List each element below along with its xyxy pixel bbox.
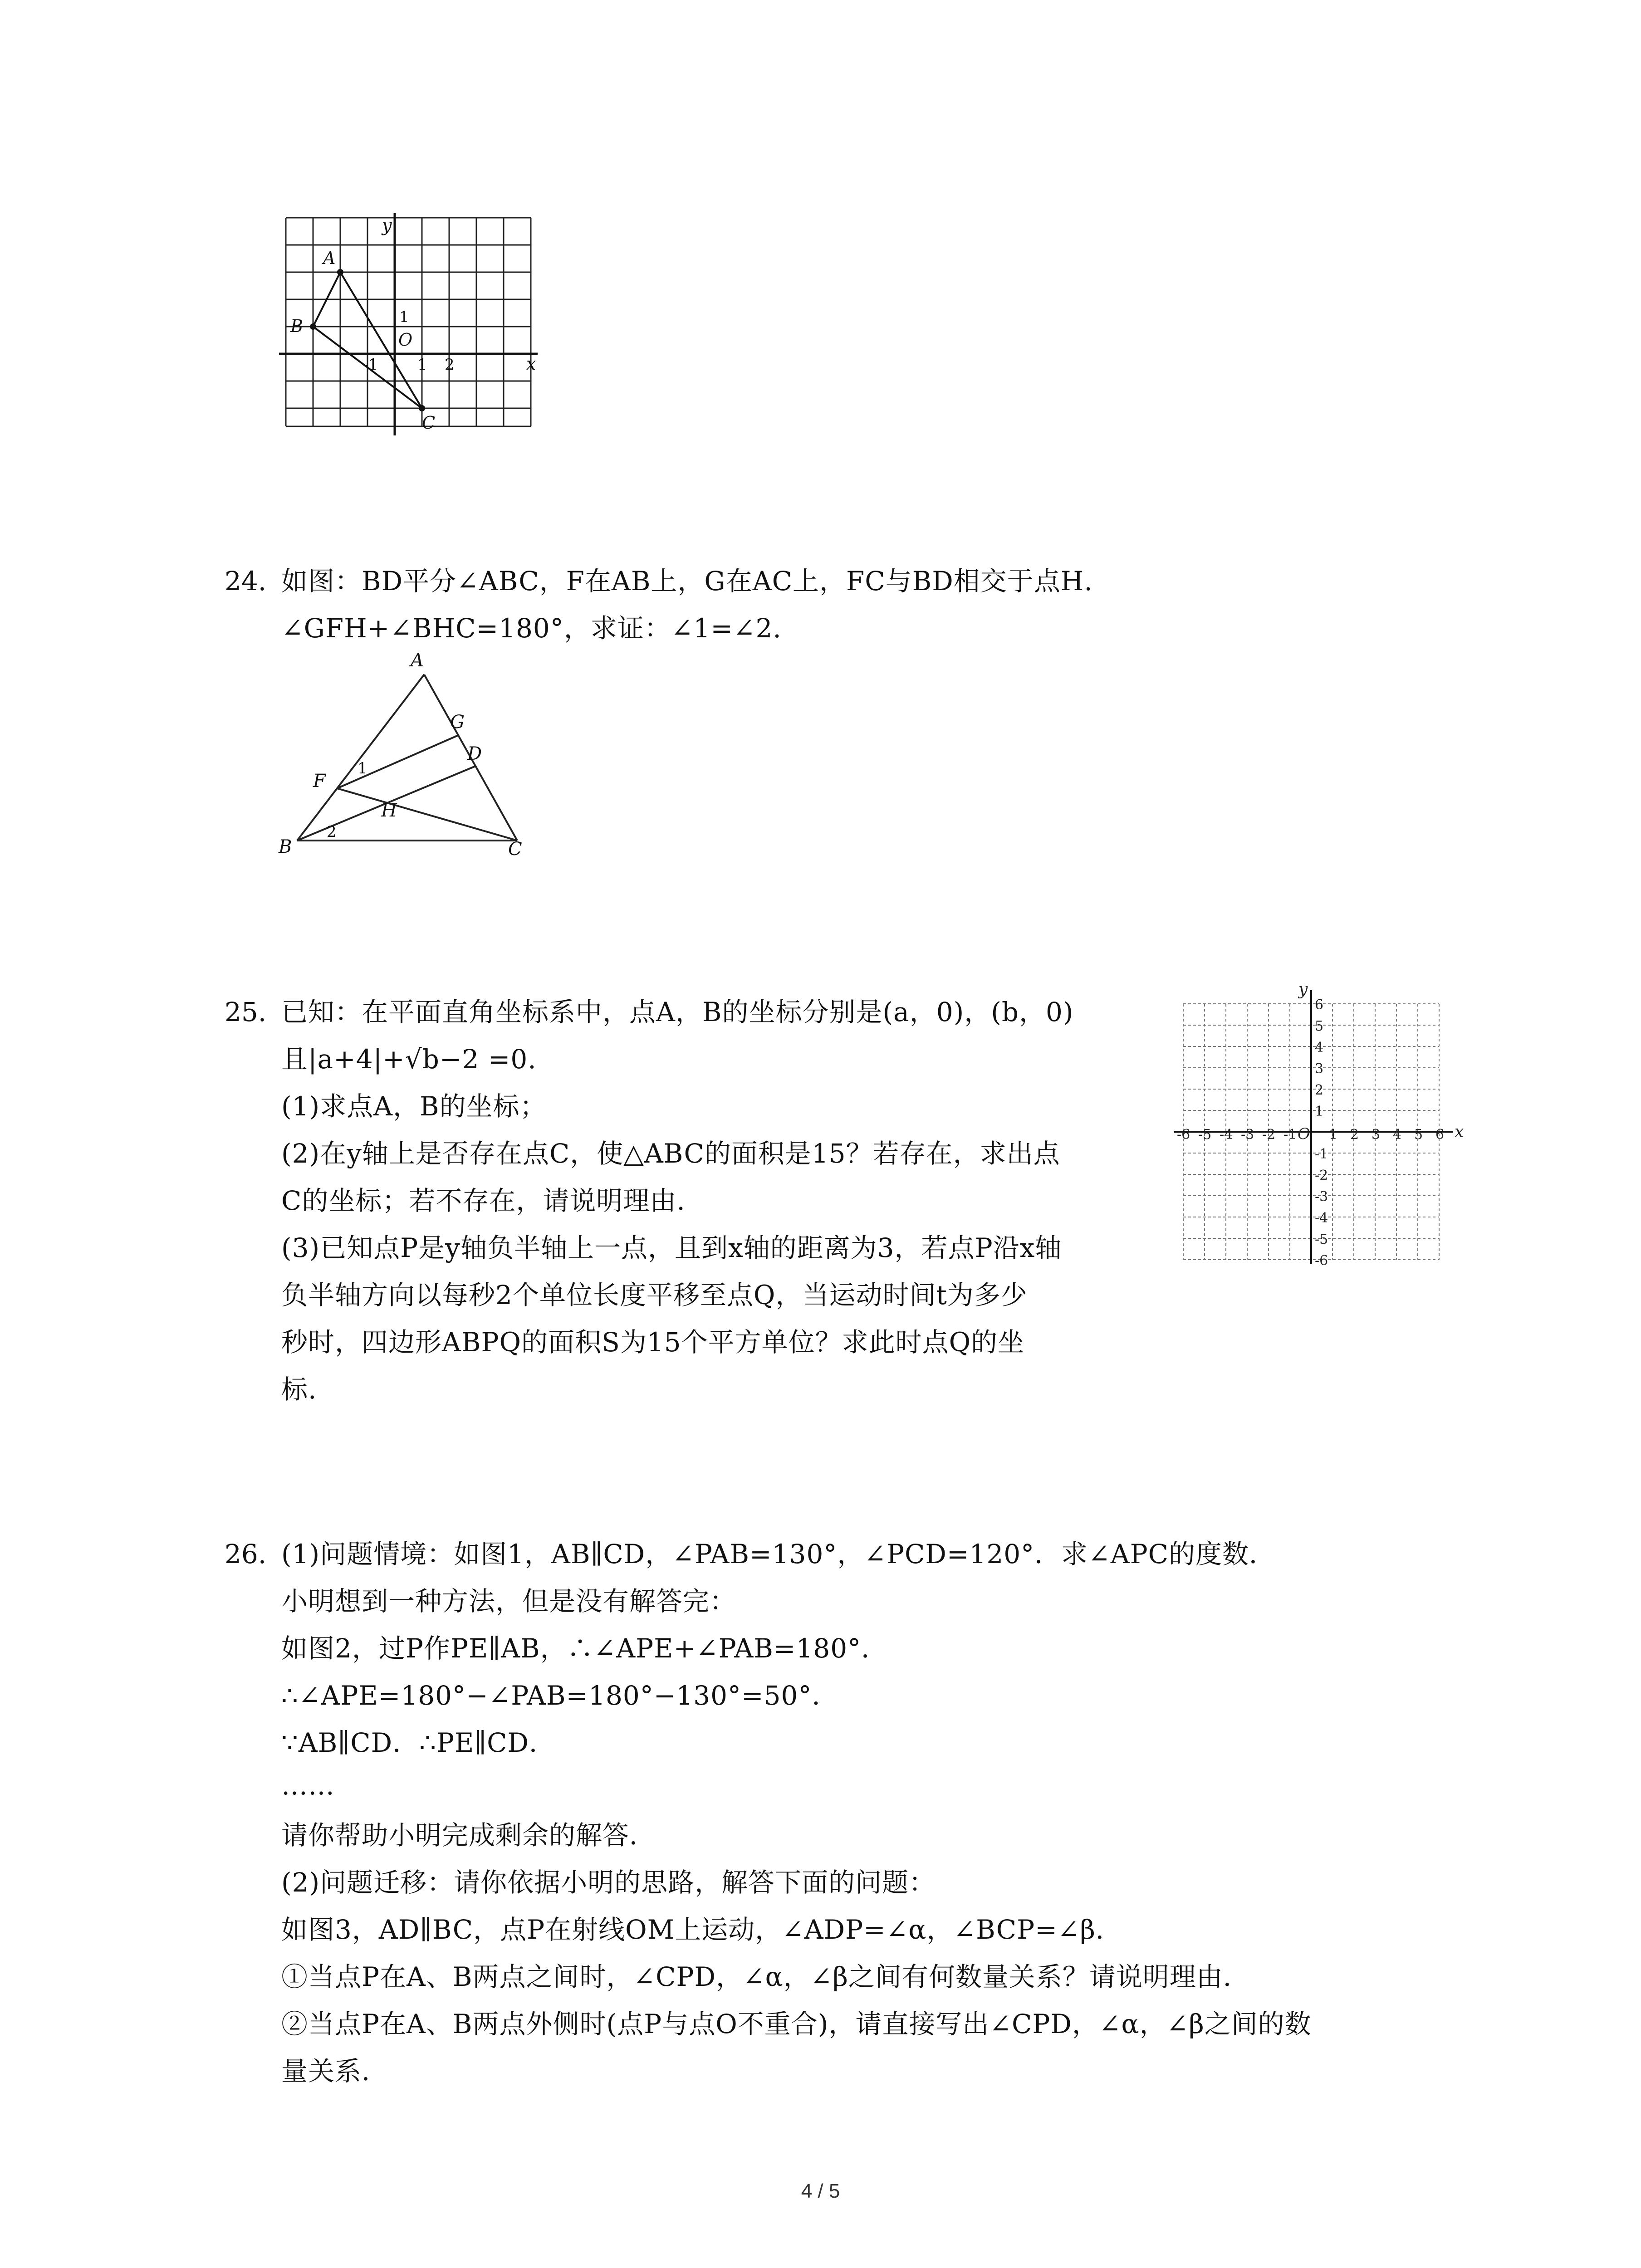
y-tick-label: -1	[1315, 1146, 1328, 1162]
question-26-line-8: (2)问题迁移：请你依据小明的思路，解答下面的问题：	[281, 1867, 936, 1898]
y-tick-label: 6	[1315, 997, 1324, 1013]
y-tick-label: -5	[1315, 1232, 1328, 1247]
x-tick-label: 1	[1329, 1127, 1338, 1143]
question-26-number: 26.	[225, 1539, 267, 1569]
x-tick-neg1: -1	[363, 356, 378, 374]
x-axis-label: x	[1455, 1123, 1464, 1141]
question-26-line-1: (1)问题情境：如图1，AB∥CD，∠PAB=130°，∠PCD=120°．求∠APC的度数．	[281, 1539, 1276, 1569]
point-b-label: B	[290, 316, 303, 336]
question-25-line-6: (3)已知点P是y轴负半轴上一点，且到x轴的距离为3，若点P沿x轴	[281, 1232, 1062, 1263]
question-25-line-9: 标.	[281, 1374, 317, 1405]
question-24-number: 24.	[225, 566, 267, 596]
x-tick-2: 2	[445, 356, 455, 374]
y-tick-label: -2	[1315, 1168, 1328, 1183]
fig24-label-g: G	[450, 712, 465, 733]
origin-label: O	[1298, 1125, 1310, 1143]
fig24-angle-2: 2	[327, 823, 337, 841]
x-tick-label: -3	[1241, 1127, 1254, 1143]
y-tick-1: 1	[399, 308, 409, 326]
question-26-line-11: ②当点P在A、B两点外侧时(点P与点O不重合)，请直接写出∠CPD，∠α，∠β之间的数	[281, 2009, 1312, 2039]
fig24-label-f: F	[313, 771, 326, 792]
y-tick-label: -3	[1315, 1189, 1328, 1205]
fig24-label-a: A	[411, 650, 424, 671]
figure-23-coordinate-grid	[272, 213, 544, 440]
question-26-line-10: ①当点P在A、B两点之间时，∠CPD，∠α，∠β之间有何数量关系？请说明理由．	[281, 1961, 1250, 1992]
x-tick-label: 4	[1393, 1127, 1402, 1143]
question-25-line-4: (2)在y轴上是否存在点C，使△ABC的面积是15？若存在，求出点	[281, 1138, 1060, 1169]
question-25-line-8: 秒时，四边形ABPQ的面积S为15个平方单位？求此时点Q的坐	[281, 1327, 1025, 1358]
figure-25-coordinate-grid	[1161, 975, 1464, 1275]
fig24-label-h: H	[381, 800, 397, 821]
x-tick-label: -4	[1220, 1127, 1233, 1143]
fig24-label-d: D	[467, 743, 482, 764]
x-tick-1: 1	[417, 356, 427, 374]
question-25-line-7: 负半轴方向以每秒2个单位长度平移至点Q，当运动时间t为多少	[281, 1280, 1028, 1310]
y-tick-label: 3	[1315, 1061, 1324, 1077]
y-tick-label: 4	[1315, 1040, 1324, 1056]
fig24-angle-1: 1	[358, 759, 367, 777]
question-24-line-2: ∠GFH+∠BHC=180°，求证：∠1=∠2.	[281, 613, 782, 644]
question-25-number: 25.	[225, 997, 267, 1027]
x-tick-label: -1	[1283, 1127, 1297, 1143]
question-26-line-5: ∵AB∥CD．∴PE∥CD．	[281, 1727, 556, 1758]
question-26-line-4: ∴∠APE=180°−∠PAB=180°−130°=50°．	[281, 1680, 839, 1711]
x-tick-label: 6	[1435, 1127, 1445, 1143]
y-axis-label: y	[382, 215, 392, 235]
question-25-line-3: (1)求点A，B的坐标；	[281, 1091, 547, 1122]
y-tick-label: 5	[1315, 1018, 1324, 1034]
x-tick-label: 3	[1372, 1127, 1381, 1143]
question-25-line-5: C的坐标；若不存在，请说明理由.	[281, 1185, 686, 1216]
question-24-line-1: 如图：BD平分∠ABC，F在AB上，G在AC上，FC与BD相交于点H.	[281, 566, 1093, 596]
x-tick-label: -6	[1177, 1127, 1190, 1143]
question-26-line-6: ……	[281, 1770, 335, 1801]
x-tick-label: 2	[1350, 1127, 1359, 1143]
x-axis-label: x	[526, 354, 536, 374]
origin-label: O	[398, 330, 413, 350]
fig24-label-c: C	[508, 839, 522, 860]
question-26-line-2: 小明想到一种方法，但是没有解答完：	[281, 1586, 737, 1617]
y-tick-label: 2	[1315, 1082, 1324, 1098]
question-26-line-9: 如图3，AD∥BC，点P在射线OM上运动，∠ADP=∠α，∠BCP=∠β．	[281, 1914, 1122, 1945]
figure-24-triangle	[272, 651, 544, 860]
question-26-line-3: 如图2，过P作PE∥AB，∴∠APE+∠PAB=180°．	[281, 1633, 888, 1664]
question-26-line-7: 请你帮助小明完成剩余的解答．	[281, 1820, 656, 1851]
point-a-label: A	[323, 248, 336, 268]
point-c-label: C	[422, 413, 436, 433]
question-26-line-12: 量关系．	[281, 2056, 389, 2087]
x-tick-label: -5	[1198, 1127, 1212, 1143]
page-number: 4 / 5	[801, 2180, 840, 2202]
x-tick-label: -2	[1262, 1127, 1276, 1143]
y-tick-label: -6	[1315, 1253, 1328, 1269]
fig24-label-b: B	[279, 836, 292, 857]
y-axis-label: y	[1298, 980, 1308, 999]
question-25-line-1: 已知：在平面直角坐标系中，点A，B的坐标分别是(a，0)，(b，0)	[281, 997, 1074, 1027]
x-tick-label: 5	[1414, 1127, 1423, 1143]
y-tick-label: 1	[1315, 1104, 1324, 1119]
question-25-line-2: 且|a+4|+√b−2 =0.	[281, 1044, 537, 1075]
y-tick-label: -4	[1315, 1210, 1328, 1226]
